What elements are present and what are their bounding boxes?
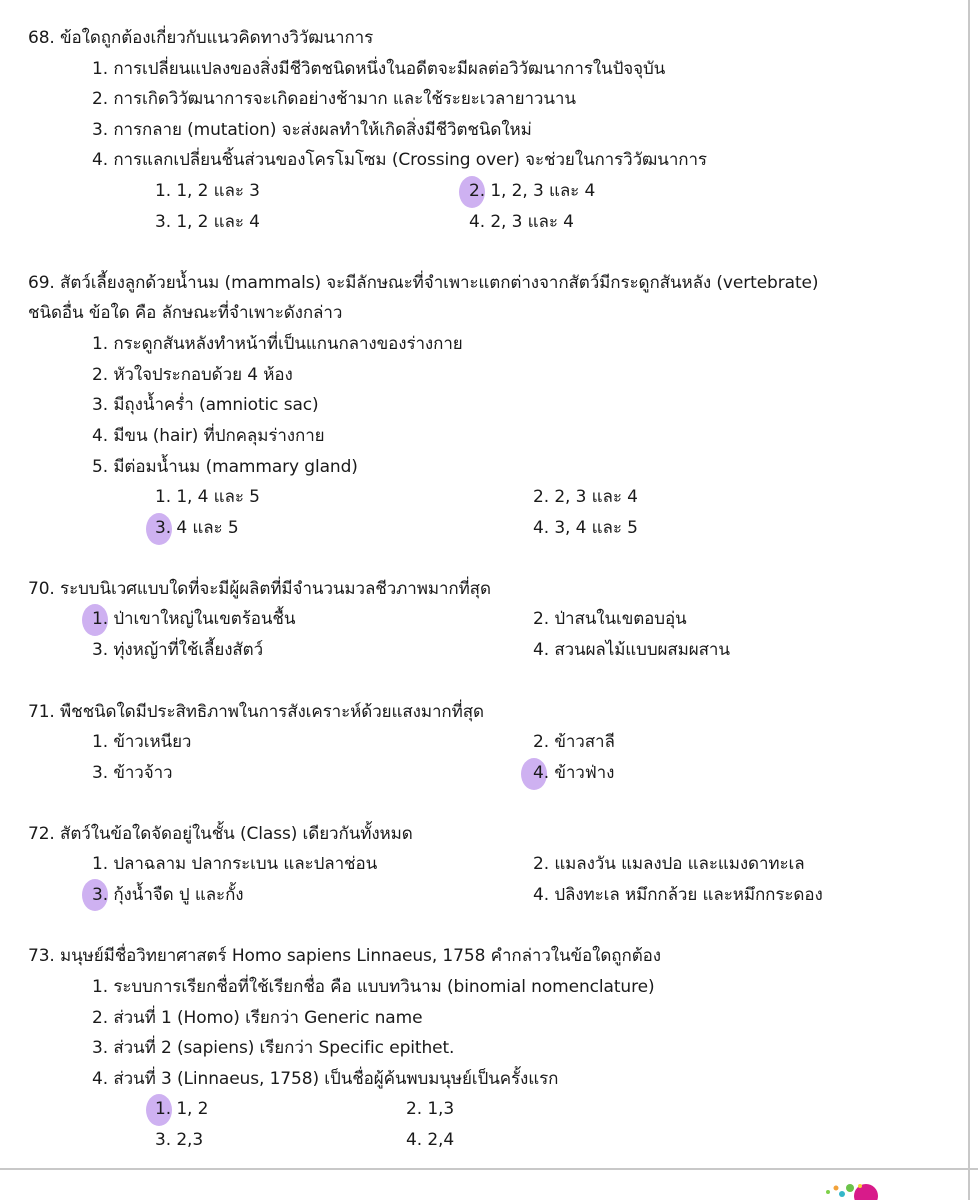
choice: 3. 2,3 [155,1130,204,1150]
question-text: 69. สัตว์เลี้ยงลูกด้วยน้ำนม (mammals) จะมีลักษณะที่จำเพาะแตกต่างจากสัตว์มีกระดูกสันหลัง (vertebrate) [28,273,819,293]
statement: 4. มีขน (hair) ที่ปกคลุมร่างกาย [92,426,325,446]
choice: 2. แมลงวัน แมลงปอ และแมงดาทะเล [533,854,805,874]
statement: 2. หัวใจประกอบด้วย 4 ห้อง [92,365,293,385]
page-right-edge [968,0,970,1200]
choice: 2. ข้าวสาลี [533,732,615,752]
statement: 1. การเปลี่ยนแปลงของสิ่งมีชีวิตชนิดหนึ่งในอดีตจะมีผลต่อวิวัฒนาการในปัจจุบัน [92,59,666,79]
question-text: 72. สัตว์ในข้อใดจัดอยู่ในชั้น (Class) เดียวกันทั้งหมด [28,824,413,844]
statement: 1. กระดูกสันหลังทำหน้าที่เป็นแกนกลางของร่างกาย [92,334,463,354]
question-text: ชนิดอื่น ข้อใด คือ ลักษณะที่จำเพาะดังกล่าว [28,303,343,323]
statement: 3. ส่วนที่ 2 (sapiens) เรียกว่า Specific epithet. [92,1038,455,1058]
choice: 3. กุ้งน้ำจืด ปู และกั้ง [92,885,244,905]
choice: 1. ปลาฉลาม ปลากระเบน และปลาช่อน [92,854,378,874]
choice: 4. สวนผลไม้แบบผสมผสาน [533,640,730,660]
question-text: 70. ระบบนิเวศแบบใดที่จะมีผู้ผลิตที่มีจำนวนมวลชีวภาพมากที่สุด [28,579,491,599]
question-text: 73. มนุษย์มีชื่อวิทยาศาสตร์ Homo sapiens Linnaeus, 1758 คำกล่าวในข้อใดถูกต้อง [28,946,661,966]
choice: 1. 1, 2 [155,1099,209,1119]
statement: 2. ส่วนที่ 1 (Homo) เรียกว่า Generic name [92,1008,423,1028]
statement: 3. มีถุงน้ำคร่ำ (amniotic sac) [92,395,319,415]
choice: 2. 1,3 [406,1099,455,1119]
question-text: 71. พืชชนิดใดมีประสิทธิภาพในการสังเคราะห์ด้วยแสงมากที่สุด [28,702,484,722]
choice: 3. ทุ่งหญ้าที่ใช้เลี้ยงสัตว์ [92,640,264,660]
statement: 3. การกลาย (mutation) จะส่งผลทำให้เกิดสิ่งมีชีวิตชนิดใหม่ [92,120,532,140]
choice: 4. ข้าวฟ่าง [533,763,615,783]
question-text: 68. ข้อใดถูกต้องเกี่ยวกับแนวคิดทางวิวัฒนาการ [28,28,374,48]
page-bottom-edge [0,1168,978,1170]
statement: 2. การเกิดวิวัฒนาการจะเกิดอย่างช้ามาก และใช้ระยะเวลายาวนาน [92,89,576,109]
statement: 5. มีต่อมน้ำนม (mammary gland) [92,457,358,477]
choice: 4. ปลิงทะเล หมึกกล้วย และหมึกกระดอง [533,885,823,905]
choice: 3. 1, 2 และ 4 [155,212,260,232]
choice: 3. 4 และ 5 [155,518,239,538]
choice: 3. ข้าวจ้าว [92,763,173,783]
choice: 4. 3, 4 และ 5 [533,518,638,538]
choice: 4. 2,4 [406,1130,455,1150]
choice: 1. 1, 2 และ 3 [155,181,260,201]
choice: 1. 1, 4 และ 5 [155,487,260,507]
choice: 2. 2, 3 และ 4 [533,487,638,507]
choice: 1. ข้าวเหนียว [92,732,192,752]
statement: 1. ระบบการเรียกชื่อที่ใช้เรียกชื่อ คือ แบบทวินาม (binomial nomenclature) [92,977,655,997]
choice: 2. ป่าสนในเขตอบอุ่น [533,609,687,629]
choice: 4. 2, 3 และ 4 [469,212,574,232]
brand-logo [822,1180,892,1200]
choice: 2. 1, 2, 3 และ 4 [469,181,596,201]
choice: 1. ป่าเขาใหญ่ในเขตร้อนชื้น [92,609,296,629]
statement: 4. ส่วนที่ 3 (Linnaeus, 1758) เป็นชื่อผู้ค้นพบมนุษย์เป็นครั้งแรก [92,1069,559,1089]
statement: 4. การแลกเปลี่ยนชิ้นส่วนของโครโมโซม (Crossing over) จะช่วยในการวิวัฒนาการ [92,150,707,170]
